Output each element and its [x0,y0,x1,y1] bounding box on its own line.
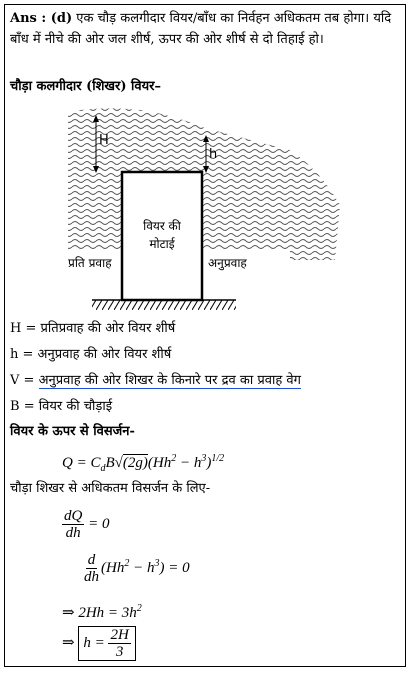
ground-hatch [92,300,236,310]
discharge-heading: वियर के ऊपर से विसर्जन- [10,424,135,439]
definition-H: H = प्रतिप्रवाह की ओर वियर शीर्ष [10,321,176,336]
definition-V: V = अनुप्रवाह की ओर शिखर के किनारे पर द्रव का प्रवाह वेग [10,373,301,388]
definition-h: h = अनुप्रवाह की ओर वियर शीर्ष [10,347,172,362]
downstream-water [205,128,340,260]
broad-crest-heading: चौड़ा कलगीदार (शिखर) वियर– [10,79,162,94]
discharge-equation: $Q = C_dB√(2g)(Hh^2 - h^3)^{1/2}$ [62,453,225,474]
eq-final: ⇒ h = $\frac{2H}{3}$ [62,626,404,661]
answer-label: Ans : (d) [10,11,73,26]
weir-diagram [0,100,412,320]
eq-derivative: $\frac{d}{dh}$ $(Hh^2 - h^3) = 0$ [84,552,190,585]
final-answer-box: h = $\frac{2H}{3}$ [78,626,135,661]
intro-paragraph [10,8,404,50]
weir-label-1: वियर की [143,219,181,233]
label-h: h [209,147,218,162]
eq-2Hh: ⇒ $2Hh = 3h^2$ [62,603,142,621]
downstream-label: अनुप्रवाह [208,256,247,270]
max-condition-text: चौड़ा शिखर से अधिकतम विसर्जन के लिए- [10,481,211,496]
weir-label-2: मोटाई [149,237,175,251]
eq-dQdh: $\frac{dQ}{dh}$ = 0 [64,508,110,541]
definition-B: B = वियर की चौड़ाई [10,399,113,414]
label-H: H [99,133,109,148]
intro-text: एक चौड़ कलगीदार वियर/बाँध का निर्वहन अधिकतम तब होगा। यदि बाँध में नीचे की ओर जल शीर्ष, ऊपर की ओर शीर्ष से दो तिहाई हो। [10,11,392,47]
upstream-label: प्रति प्रवाह [68,256,112,270]
